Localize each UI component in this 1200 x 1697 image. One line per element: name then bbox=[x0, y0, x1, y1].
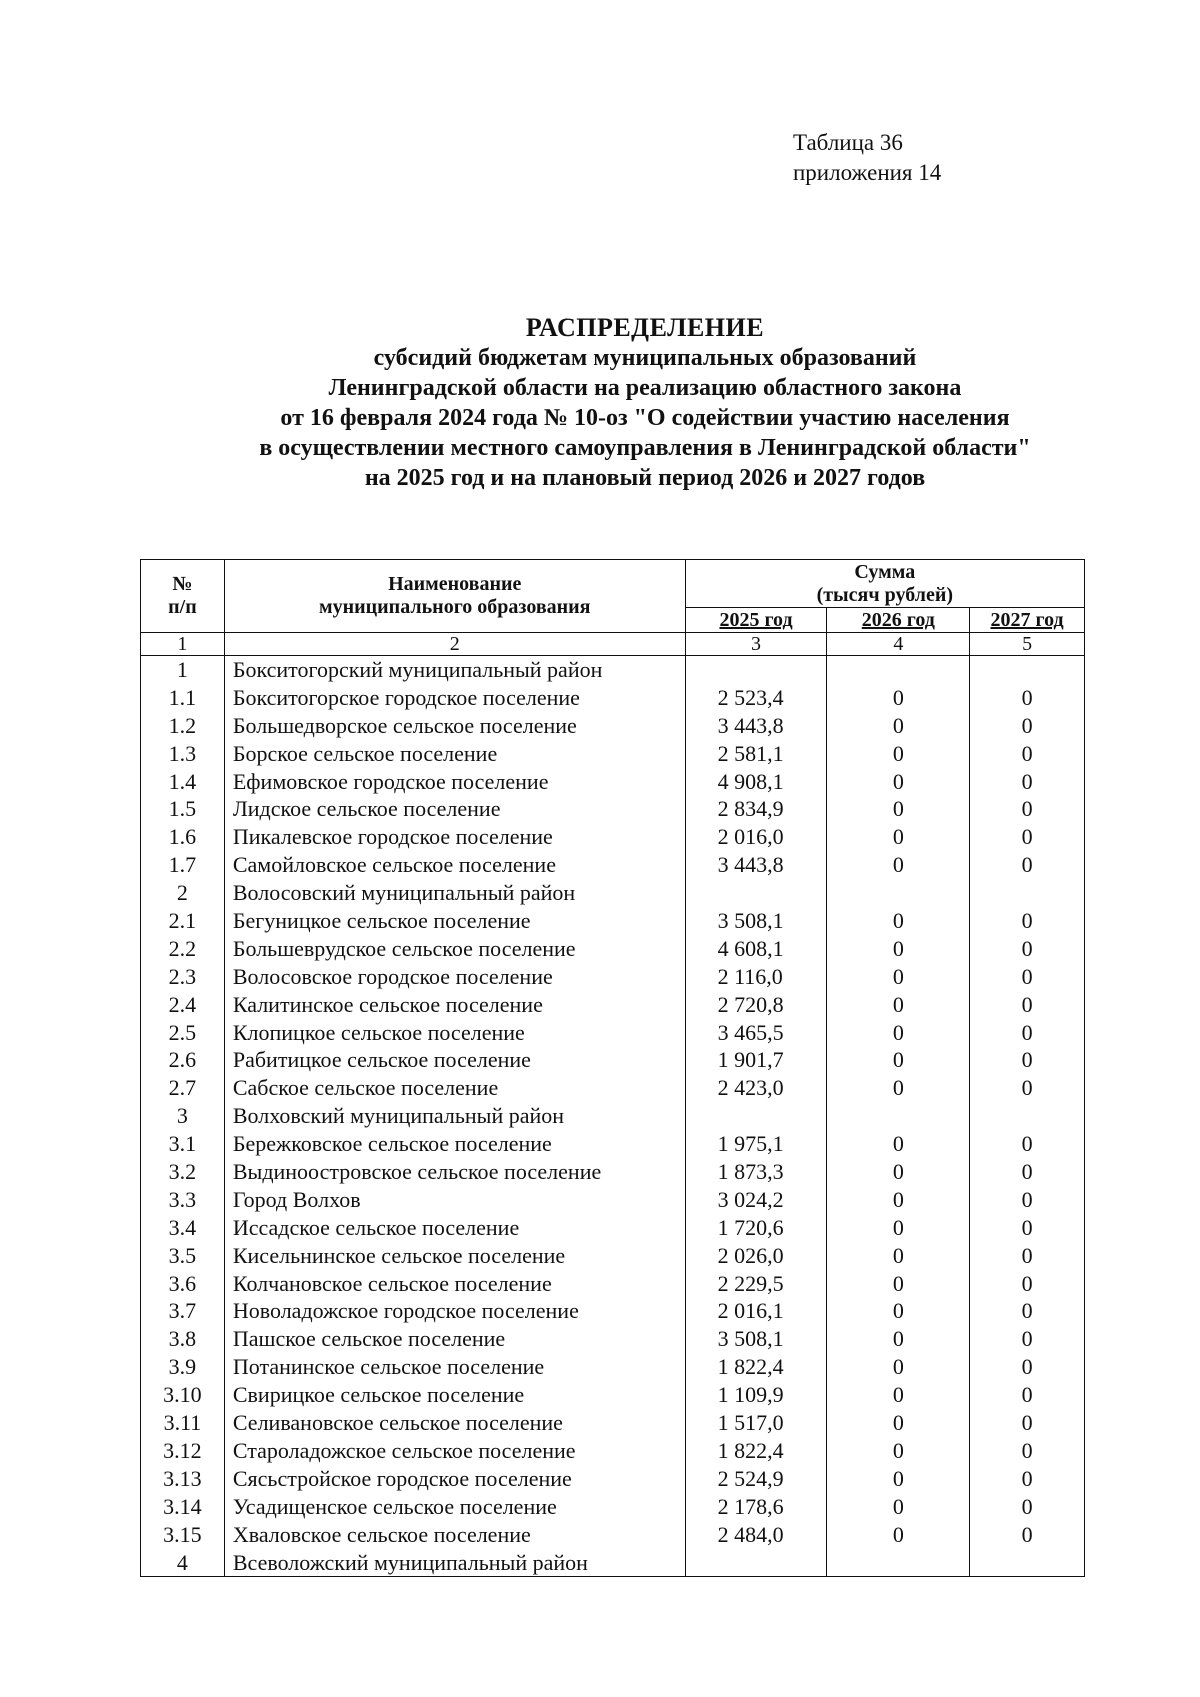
amount-2027 bbox=[970, 1549, 1085, 1577]
municipality-name: Староладожское сельское поселение bbox=[224, 1437, 685, 1465]
amount-2026: 0 bbox=[827, 1046, 970, 1074]
amount-2027: 0 bbox=[970, 1074, 1085, 1102]
amount-2027: 0 bbox=[970, 1186, 1085, 1214]
amount-2025 bbox=[685, 656, 827, 684]
amount-2025: 1 720,6 bbox=[685, 1214, 827, 1242]
table-row bbox=[141, 1409, 1085, 1437]
table-row bbox=[141, 1074, 1085, 1102]
municipality-name: Большедворское сельское поселение bbox=[224, 712, 685, 740]
amount-2027: 0 bbox=[970, 1046, 1085, 1074]
amount-2027: 0 bbox=[970, 684, 1085, 712]
table-reference-note bbox=[793, 128, 941, 188]
header-sum-line1: Сумма bbox=[854, 560, 916, 583]
amount-2026: 0 bbox=[827, 991, 970, 1019]
amount-2026: 0 bbox=[827, 1437, 970, 1465]
amount-2025: 1 822,4 bbox=[685, 1437, 827, 1465]
amount-2027: 0 bbox=[970, 1130, 1085, 1158]
table-row bbox=[141, 851, 1085, 879]
amount-2025: 1 517,0 bbox=[685, 1409, 827, 1437]
amount-2027: 0 bbox=[970, 1270, 1085, 1298]
table-row bbox=[141, 1521, 1085, 1549]
municipality-name: Волосовский муниципальный район bbox=[224, 879, 685, 907]
header-number-sign: № bbox=[172, 573, 193, 595]
title-line: Ленинградской области на реализацию областного закона bbox=[328, 375, 962, 401]
header-name-line1: Наименование bbox=[388, 573, 522, 595]
amount-2026: 0 bbox=[827, 1381, 970, 1409]
amount-2027: 0 bbox=[970, 1521, 1085, 1549]
amount-2026: 0 bbox=[827, 1019, 970, 1047]
row-number: 3.5 bbox=[141, 1242, 225, 1270]
table-row bbox=[141, 907, 1085, 935]
table-row bbox=[141, 1242, 1085, 1270]
header-year-2027: 2027 год bbox=[970, 608, 1085, 633]
amount-2025: 3 443,8 bbox=[685, 712, 827, 740]
title-line: на 2025 год и на плановый период 2026 и 2027 годов bbox=[364, 465, 926, 491]
title-line: от 16 февраля 2024 года № 10-оз "О содействии участию населения bbox=[280, 405, 1010, 431]
table-row bbox=[141, 1270, 1085, 1298]
table-row bbox=[141, 1437, 1085, 1465]
amount-2025: 2 523,4 bbox=[685, 684, 827, 712]
row-number: 3.8 bbox=[141, 1325, 225, 1353]
municipality-name: Всеволожский муниципальный район bbox=[224, 1549, 685, 1577]
row-number: 3.10 bbox=[141, 1381, 225, 1409]
amount-2027: 0 bbox=[970, 935, 1085, 963]
amount-2027: 0 bbox=[970, 991, 1085, 1019]
title-heading: РАСПРЕДЕЛЕНИЕ bbox=[525, 313, 765, 342]
column-number: 3 bbox=[685, 633, 827, 656]
column-number: 1 bbox=[141, 633, 225, 656]
table-row bbox=[141, 1019, 1085, 1047]
row-number: 1 bbox=[141, 656, 225, 684]
amount-2026 bbox=[827, 656, 970, 684]
table-row bbox=[141, 1102, 1085, 1130]
amount-2027 bbox=[970, 879, 1085, 907]
row-number: 3.3 bbox=[141, 1186, 225, 1214]
table-row bbox=[141, 656, 1085, 684]
amount-2025: 2 834,9 bbox=[685, 795, 827, 823]
amount-2025: 3 443,8 bbox=[685, 851, 827, 879]
amount-2026: 0 bbox=[827, 1521, 970, 1549]
table-row bbox=[141, 1297, 1085, 1325]
amount-2025: 2 016,1 bbox=[685, 1297, 827, 1325]
amount-2025 bbox=[685, 1102, 827, 1130]
row-number: 3.11 bbox=[141, 1409, 225, 1437]
amount-2026 bbox=[827, 1102, 970, 1130]
row-number: 2.3 bbox=[141, 963, 225, 991]
row-number: 3.4 bbox=[141, 1214, 225, 1242]
amount-2026: 0 bbox=[827, 795, 970, 823]
table-row bbox=[141, 1493, 1085, 1521]
row-number: 1.3 bbox=[141, 740, 225, 768]
amount-2025: 1 109,9 bbox=[685, 1381, 827, 1409]
table-row bbox=[141, 1158, 1085, 1186]
row-number: 1.6 bbox=[141, 823, 225, 851]
municipality-name: Сабское сельское поселение bbox=[224, 1074, 685, 1102]
amount-2027: 0 bbox=[970, 1437, 1085, 1465]
amount-2026: 0 bbox=[827, 907, 970, 935]
municipality-name: Сясьстройское городское поселение bbox=[224, 1465, 685, 1493]
amount-2026: 0 bbox=[827, 1130, 970, 1158]
amount-2027: 0 bbox=[970, 1158, 1085, 1186]
amount-2025: 2 423,0 bbox=[685, 1074, 827, 1102]
amount-2026: 0 bbox=[827, 1353, 970, 1381]
municipality-name: Селивановское сельское поселение bbox=[224, 1409, 685, 1437]
amount-2026: 0 bbox=[827, 1074, 970, 1102]
table-row bbox=[141, 935, 1085, 963]
amount-2027: 0 bbox=[970, 907, 1085, 935]
table-row bbox=[141, 1046, 1085, 1074]
table-body bbox=[141, 656, 1085, 1577]
amount-2027: 0 bbox=[970, 795, 1085, 823]
amount-2027: 0 bbox=[970, 1493, 1085, 1521]
amount-2027: 0 bbox=[970, 1019, 1085, 1047]
amount-2026: 0 bbox=[827, 1493, 970, 1521]
amount-2027: 0 bbox=[970, 1409, 1085, 1437]
row-number: 2.7 bbox=[141, 1074, 225, 1102]
row-number: 3.6 bbox=[141, 1270, 225, 1298]
header-year-2025: 2025 год bbox=[685, 608, 827, 633]
header-number-abbr: п/п bbox=[168, 596, 197, 618]
header-number bbox=[141, 560, 225, 633]
municipality-name: Самойловское сельское поселение bbox=[224, 851, 685, 879]
municipality-name: Калитинское сельское поселение bbox=[224, 991, 685, 1019]
amount-2026: 0 bbox=[827, 851, 970, 879]
row-number: 3.13 bbox=[141, 1465, 225, 1493]
municipality-name: Бокситогорское городское поселение bbox=[224, 684, 685, 712]
table-row bbox=[141, 712, 1085, 740]
row-number: 3.9 bbox=[141, 1353, 225, 1381]
amount-2027: 0 bbox=[970, 851, 1085, 879]
row-number: 1.5 bbox=[141, 795, 225, 823]
municipality-name: Кисельнинское сельское поселение bbox=[224, 1242, 685, 1270]
row-number: 1.1 bbox=[141, 684, 225, 712]
amount-2027: 0 bbox=[970, 768, 1085, 796]
municipality-name: Потанинское сельское поселение bbox=[224, 1353, 685, 1381]
amount-2025: 2 116,0 bbox=[685, 963, 827, 991]
table-row bbox=[141, 1186, 1085, 1214]
amount-2026: 0 bbox=[827, 1270, 970, 1298]
row-number: 3.14 bbox=[141, 1493, 225, 1521]
distribution-table bbox=[140, 559, 1085, 1577]
table-row bbox=[141, 1353, 1085, 1381]
amount-2026: 0 bbox=[827, 823, 970, 851]
table-number: Таблица 36 bbox=[793, 130, 903, 155]
document-title bbox=[130, 313, 1160, 493]
amount-2026: 0 bbox=[827, 1297, 970, 1325]
row-number: 1.4 bbox=[141, 768, 225, 796]
amount-2027: 0 bbox=[970, 740, 1085, 768]
title-line: субсидий бюджетам муниципальных образований bbox=[373, 345, 917, 371]
municipality-name: Бегуницкое сельское поселение bbox=[224, 907, 685, 935]
municipality-name: Бережковское сельское поселение bbox=[224, 1130, 685, 1158]
municipality-name: Волховский муниципальный район bbox=[224, 1102, 685, 1130]
amount-2025: 2 581,1 bbox=[685, 740, 827, 768]
table-row bbox=[141, 1549, 1085, 1577]
amount-2027: 0 bbox=[970, 963, 1085, 991]
header-name bbox=[224, 560, 685, 633]
table-row bbox=[141, 795, 1085, 823]
amount-2025: 2 016,0 bbox=[685, 823, 827, 851]
table-row bbox=[141, 1325, 1085, 1353]
row-number: 2 bbox=[141, 879, 225, 907]
amount-2025 bbox=[685, 1549, 827, 1577]
amount-2025: 4 608,1 bbox=[685, 935, 827, 963]
row-number: 2.4 bbox=[141, 991, 225, 1019]
amount-2025: 2 178,6 bbox=[685, 1493, 827, 1521]
amount-2027: 0 bbox=[970, 1465, 1085, 1493]
row-number: 1.7 bbox=[141, 851, 225, 879]
header-name-line2: муниципального образования bbox=[318, 596, 591, 618]
amount-2025: 2 026,0 bbox=[685, 1242, 827, 1270]
amount-2025: 1 822,4 bbox=[685, 1353, 827, 1381]
amount-2027: 0 bbox=[970, 1381, 1085, 1409]
amount-2025: 1 975,1 bbox=[685, 1130, 827, 1158]
table-row bbox=[141, 1465, 1085, 1493]
row-number: 3.2 bbox=[141, 1158, 225, 1186]
row-number: 3.12 bbox=[141, 1437, 225, 1465]
header-year-2026: 2026 год bbox=[827, 608, 970, 633]
amount-2025: 3 508,1 bbox=[685, 907, 827, 935]
amount-2025: 2 484,0 bbox=[685, 1521, 827, 1549]
municipality-name: Борское сельское поселение bbox=[224, 740, 685, 768]
table-row bbox=[141, 1214, 1085, 1242]
municipality-name: Новоладожское городское поселение bbox=[224, 1297, 685, 1325]
amount-2027: 0 bbox=[970, 1353, 1085, 1381]
appendix-reference: приложения 14 bbox=[793, 160, 942, 185]
amount-2025: 1 873,3 bbox=[685, 1158, 827, 1186]
amount-2026: 0 bbox=[827, 768, 970, 796]
amount-2027: 0 bbox=[970, 823, 1085, 851]
amount-2026: 0 bbox=[827, 1158, 970, 1186]
amount-2025: 2 229,5 bbox=[685, 1270, 827, 1298]
column-number: 2 bbox=[224, 633, 685, 656]
municipality-name: Лидское сельское поселение bbox=[224, 795, 685, 823]
table-row bbox=[141, 740, 1085, 768]
row-number: 4 bbox=[141, 1549, 225, 1577]
title-line: в осуществлении местного самоуправления в Ленинградской области" bbox=[259, 435, 1031, 461]
column-number: 4 bbox=[827, 633, 970, 656]
amount-2025: 2 524,9 bbox=[685, 1465, 827, 1493]
amount-2027: 0 bbox=[970, 1214, 1085, 1242]
row-number: 3.15 bbox=[141, 1521, 225, 1549]
amount-2025: 4 908,1 bbox=[685, 768, 827, 796]
municipality-name: Иссадское сельское поселение bbox=[224, 1214, 685, 1242]
amount-2025 bbox=[685, 879, 827, 907]
amount-2026: 0 bbox=[827, 963, 970, 991]
row-number: 3.7 bbox=[141, 1297, 225, 1325]
municipality-name: Рабитицкое сельское поселение bbox=[224, 1046, 685, 1074]
municipality-name: Бокситогорский муниципальный район bbox=[224, 656, 685, 684]
amount-2027: 0 bbox=[970, 1242, 1085, 1270]
municipality-name: Город Волхов bbox=[224, 1186, 685, 1214]
table-row bbox=[141, 1130, 1085, 1158]
row-number: 2.5 bbox=[141, 1019, 225, 1047]
amount-2026: 0 bbox=[827, 1242, 970, 1270]
amount-2027 bbox=[970, 1102, 1085, 1130]
amount-2026: 0 bbox=[827, 1214, 970, 1242]
municipality-name: Усадищенское сельское поселение bbox=[224, 1493, 685, 1521]
column-number-row bbox=[141, 633, 1085, 656]
amount-2026: 0 bbox=[827, 935, 970, 963]
municipality-name: Выдиноостровское сельское поселение bbox=[224, 1158, 685, 1186]
row-number: 1.2 bbox=[141, 712, 225, 740]
amount-2027: 0 bbox=[970, 712, 1085, 740]
amount-2026: 0 bbox=[827, 1186, 970, 1214]
municipality-name: Ефимовское городское поселение bbox=[224, 768, 685, 796]
table-row bbox=[141, 1381, 1085, 1409]
amount-2025: 1 901,7 bbox=[685, 1046, 827, 1074]
municipality-name: Клопицкое сельское поселение bbox=[224, 1019, 685, 1047]
amount-2025: 3 465,5 bbox=[685, 1019, 827, 1047]
amount-2027: 0 bbox=[970, 1297, 1085, 1325]
table-row bbox=[141, 684, 1085, 712]
amount-2027: 0 bbox=[970, 1325, 1085, 1353]
amount-2026: 0 bbox=[827, 1409, 970, 1437]
row-number: 2.6 bbox=[141, 1046, 225, 1074]
row-number: 2.2 bbox=[141, 935, 225, 963]
row-number: 3 bbox=[141, 1102, 225, 1130]
amount-2026: 0 bbox=[827, 684, 970, 712]
amount-2026: 0 bbox=[827, 1325, 970, 1353]
header-sum bbox=[685, 560, 1084, 608]
table-row bbox=[141, 768, 1085, 796]
table-row bbox=[141, 963, 1085, 991]
municipality-name: Пашское сельское поселение bbox=[224, 1325, 685, 1353]
amount-2025: 3 508,1 bbox=[685, 1325, 827, 1353]
municipality-name: Пикалевское городское поселение bbox=[224, 823, 685, 851]
table-row bbox=[141, 879, 1085, 907]
table-header bbox=[141, 560, 1085, 656]
header-sum-unit: (тысяч рублей) bbox=[816, 583, 954, 606]
amount-2025: 2 720,8 bbox=[685, 991, 827, 1019]
table-row bbox=[141, 823, 1085, 851]
amount-2027 bbox=[970, 656, 1085, 684]
municipality-name: Колчановское сельское поселение bbox=[224, 1270, 685, 1298]
amount-2026: 0 bbox=[827, 1465, 970, 1493]
amount-2026 bbox=[827, 879, 970, 907]
table-row bbox=[141, 991, 1085, 1019]
amount-2026: 0 bbox=[827, 740, 970, 768]
municipality-name: Волосовское городское поселение bbox=[224, 963, 685, 991]
amount-2026 bbox=[827, 1549, 970, 1577]
row-number: 3.1 bbox=[141, 1130, 225, 1158]
amount-2025: 3 024,2 bbox=[685, 1186, 827, 1214]
municipality-name: Хваловское сельское поселение bbox=[224, 1521, 685, 1549]
column-number: 5 bbox=[970, 633, 1085, 656]
municipality-name: Большеврудское сельское поселение bbox=[224, 935, 685, 963]
amount-2026: 0 bbox=[827, 712, 970, 740]
municipality-name: Свирицкое сельское поселение bbox=[224, 1381, 685, 1409]
row-number: 2.1 bbox=[141, 907, 225, 935]
